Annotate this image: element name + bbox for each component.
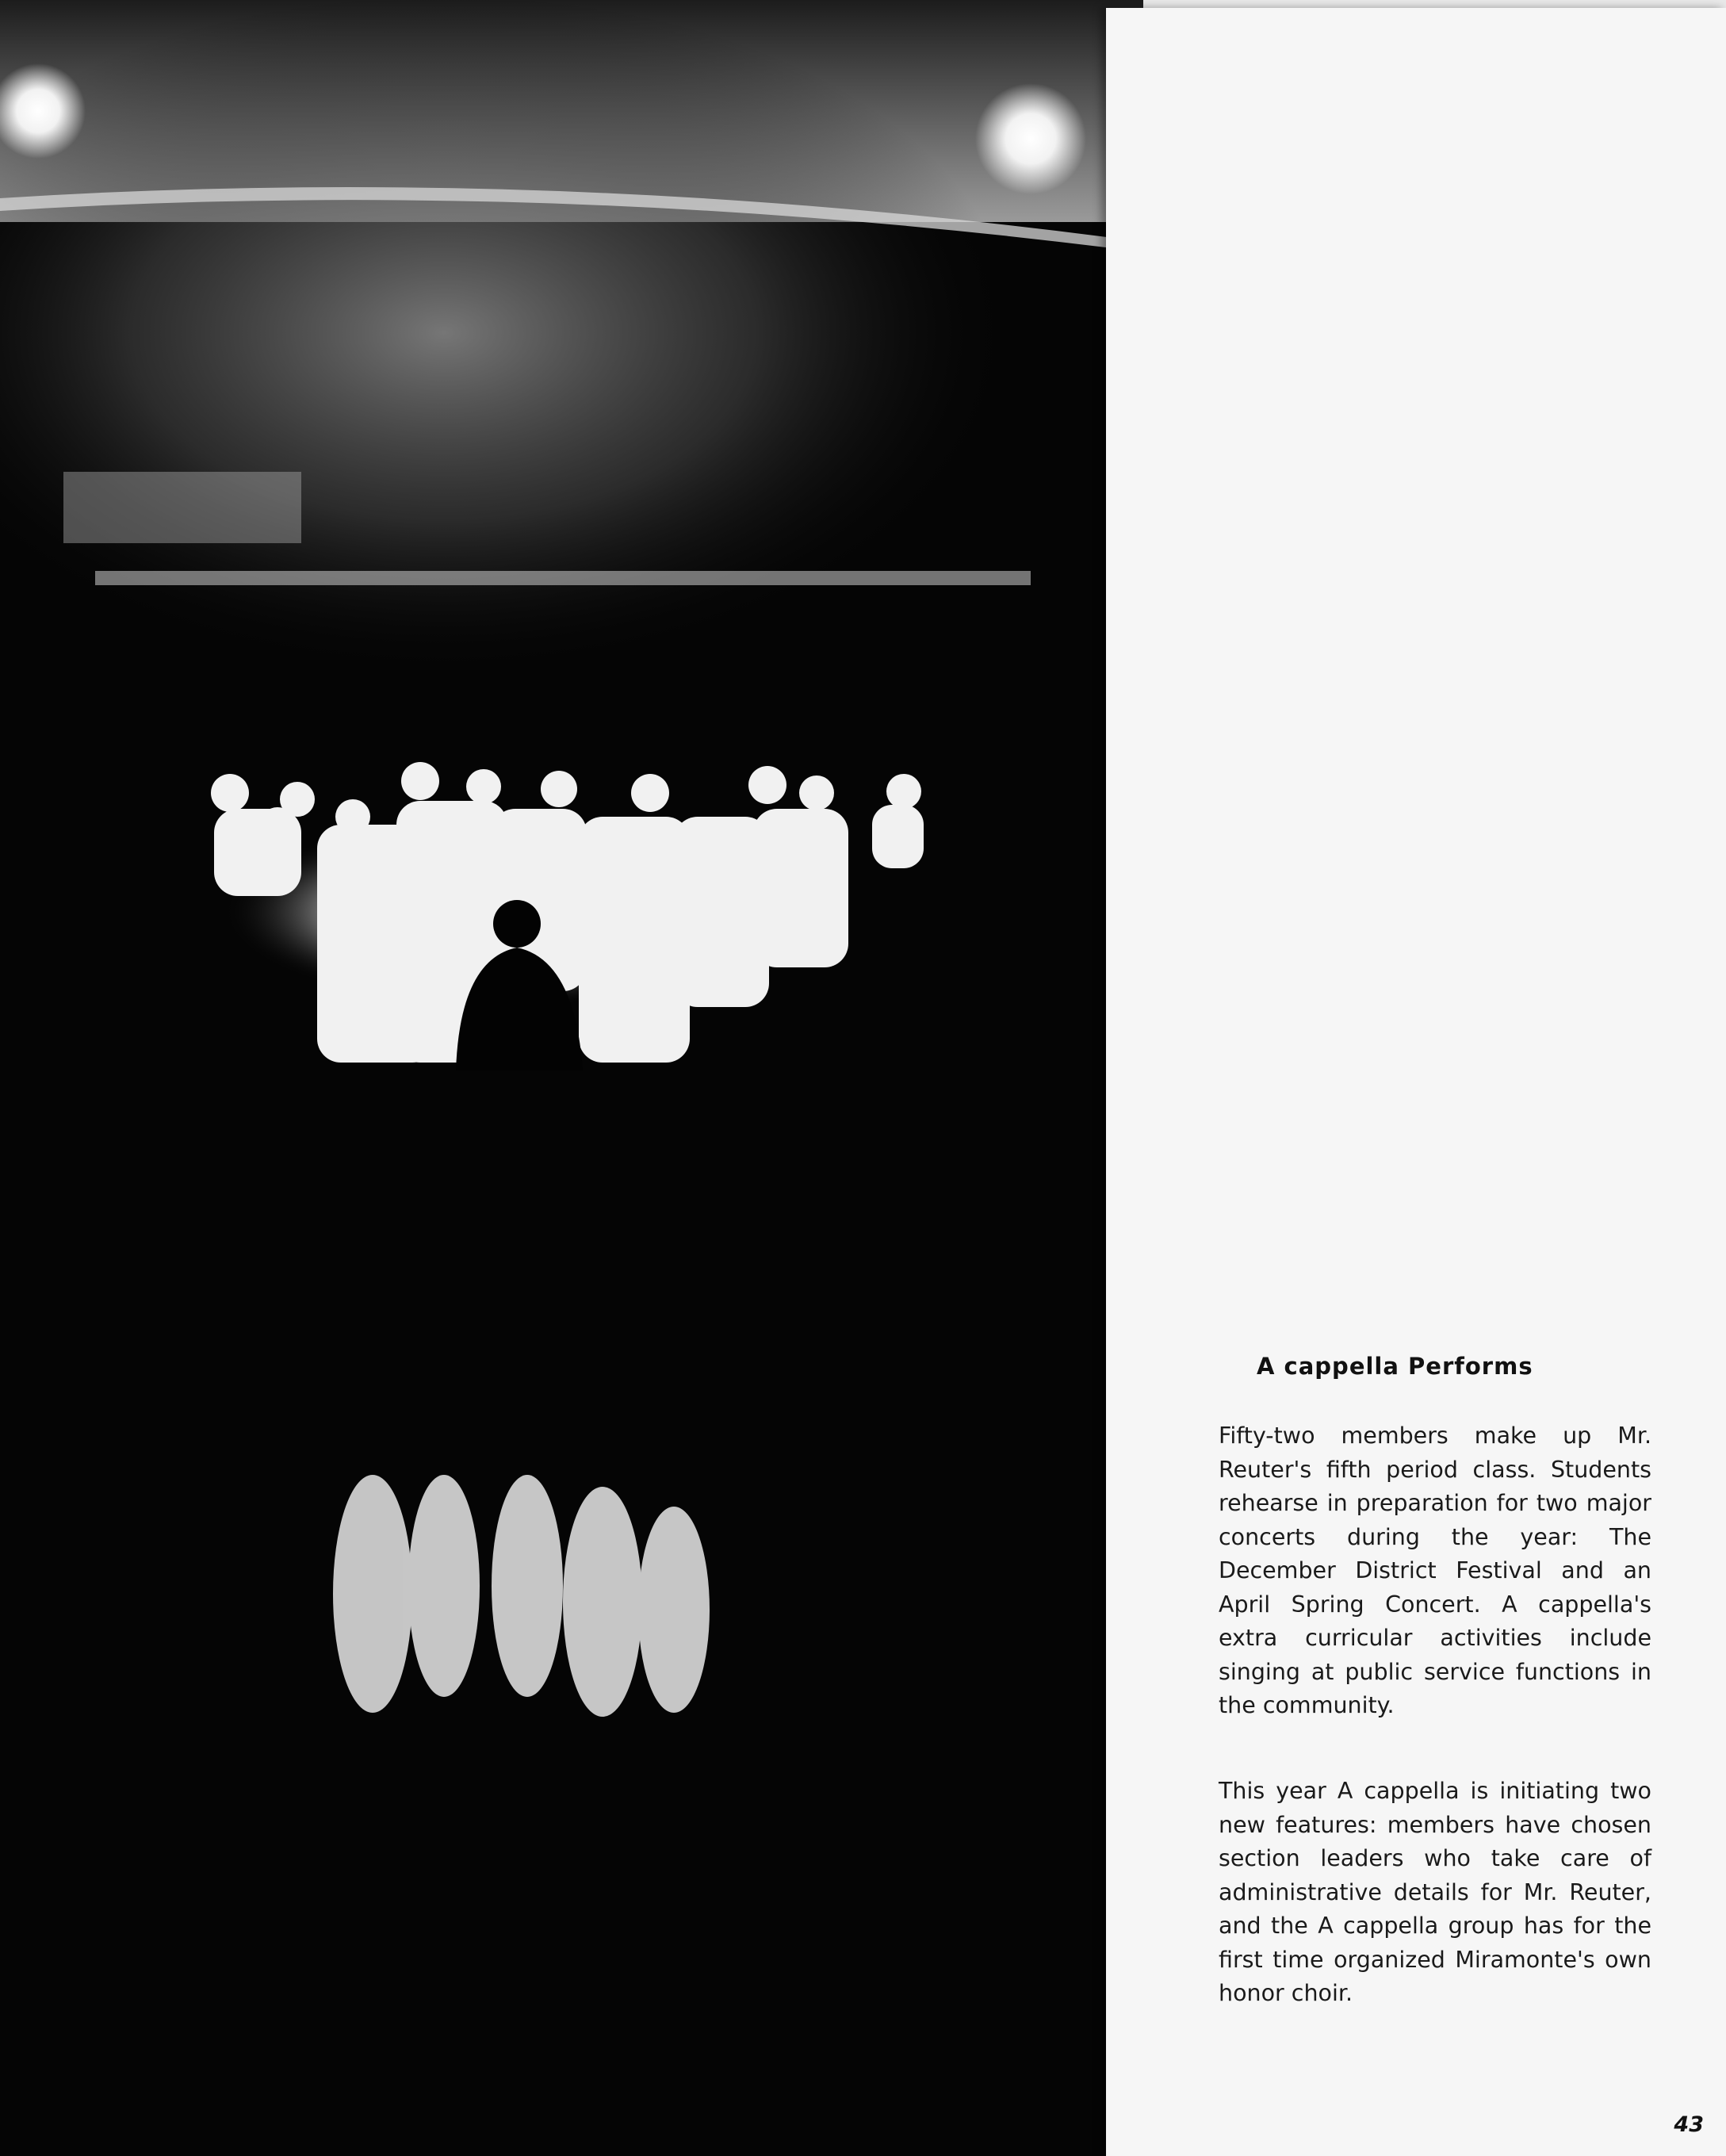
stage-lamp-right [975, 83, 1086, 194]
article-heading: A cappella Performs [1257, 1353, 1533, 1380]
stage-floor-edge [95, 571, 1031, 585]
paragraph-1: Fifty-two members make up Mr. Reuter's fifth period class. Students rehearse in preparation for two major concerts during the year: The December District Festival and an April Spring Concert. A cappella's extra curricular activities include singing at public service functions in the community. [1219, 1423, 1651, 1718]
text-column [1106, 8, 1726, 2156]
floor-reflection [333, 1475, 710, 1717]
page-number: 43 [1674, 2112, 1704, 2137]
riser-left [63, 472, 301, 543]
paragraph-2: This year A cappella is initiating two new features: members have chosen section leaders who take care of administrative details for Mr. Reuter, and the A cappella group has for the first time organized Miramonte's own honor choir. [1219, 1778, 1651, 2006]
